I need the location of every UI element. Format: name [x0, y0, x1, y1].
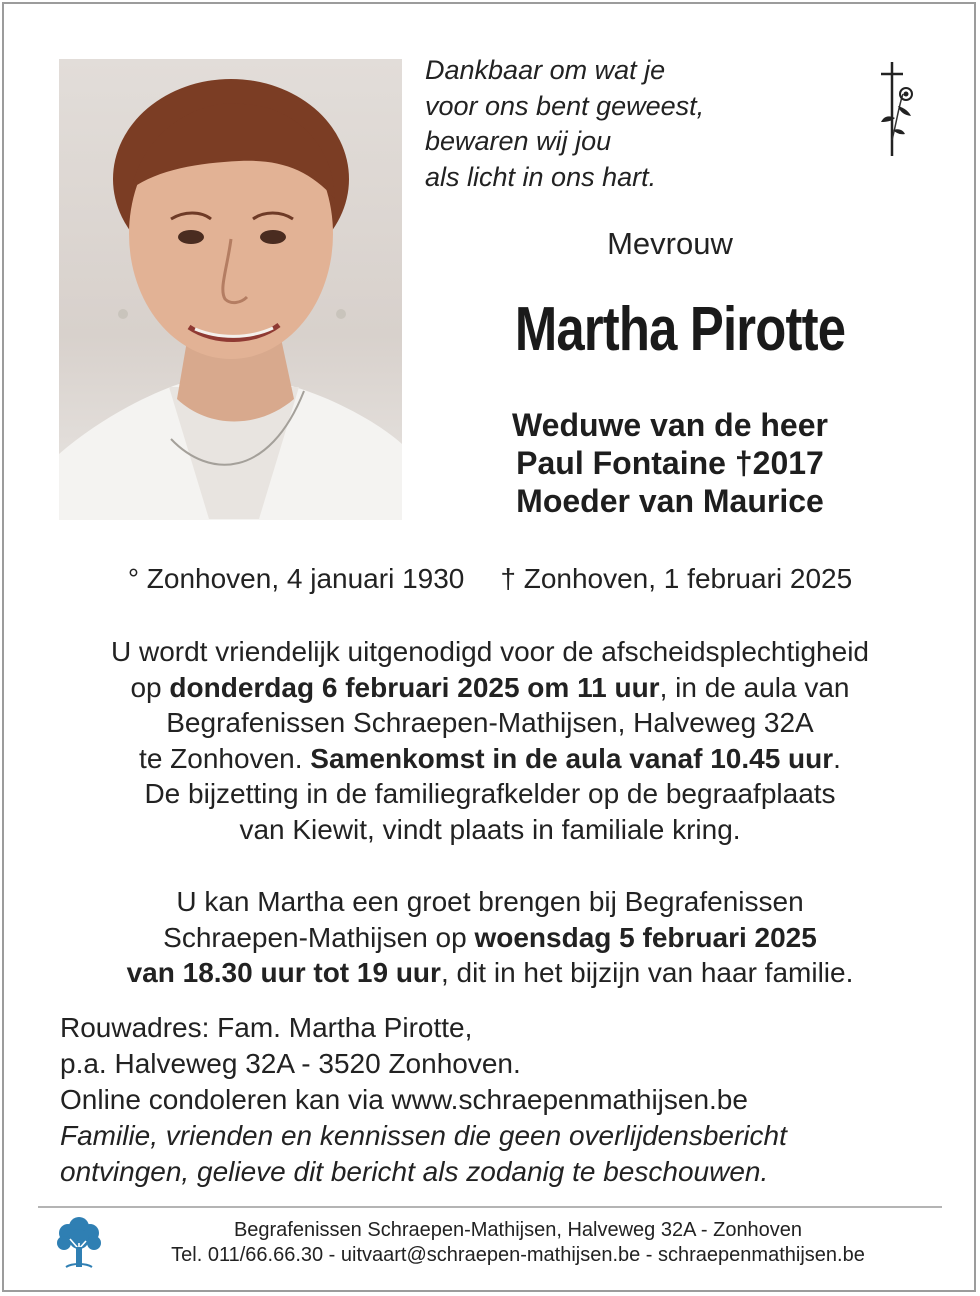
- life-dates: [60, 563, 920, 595]
- ceremony-announcement: [40, 634, 940, 847]
- ceremony-line: Begrafenissen Schraepen-Mathijsen, Halveweg 32A: [166, 707, 814, 738]
- tree-logo-icon: [56, 1213, 102, 1269]
- text-span: , dit in het bijzijn van haar familie.: [440, 957, 854, 988]
- portrait-photo: [59, 59, 402, 520]
- funeral-home-footer: [108, 1218, 928, 1268]
- ceremony-line: [40, 670, 940, 706]
- gathering-time: Samenkomst in de aula vanaf 10.45 uur: [310, 742, 834, 774]
- ceremony-line: U wordt vriendelijk uitgenodigd voor de afscheidsplechtigheid: [110, 636, 869, 667]
- ceremony-datetime: donderdag 6 februari 2025 om 11 uur: [169, 671, 660, 703]
- visit-line: [40, 955, 940, 991]
- visit-time: van 18.30 uur tot 19 uur: [126, 957, 441, 988]
- notice-line: Familie, vrienden en kennissen die geen overlijdensbericht: [60, 1120, 787, 1151]
- text-span: te Zonhoven.: [139, 742, 311, 774]
- visit-line: U kan Martha een groet brengen bij Begrafenissen: [176, 886, 804, 917]
- text-span: op: [130, 671, 170, 703]
- visit-line: [40, 920, 940, 956]
- relation-line: Weduwe van de heer: [512, 407, 828, 443]
- notice-line: ontvingen, gelieve dit bericht als zodanig te beschouwen.: [60, 1156, 769, 1187]
- honorific: Mevrouw: [607, 226, 733, 261]
- visit-date: woensdag 5 februari 2025: [474, 921, 817, 953]
- text-span: , in de aula van: [659, 671, 850, 703]
- divider: [38, 1206, 942, 1208]
- verse-line: Dankbaar om wat je: [425, 55, 666, 85]
- relation-line: Moeder van Maurice: [516, 483, 824, 519]
- relation-line: Paul Fontaine †2017: [516, 445, 824, 481]
- cross-rose-icon: [873, 60, 923, 160]
- deceased-name: Martha Pirotte: [514, 295, 846, 364]
- ceremony-line: [40, 741, 940, 777]
- footer-line: Begrafenissen Schraepen-Mathijsen, Halveweg 32A - Zonhoven: [233, 1219, 803, 1241]
- address-line: Rouwadres: Fam. Martha Pirotte,: [60, 1012, 473, 1043]
- condolence-link-line: Online condoleren kan via www.schraepenmathijsen.be: [60, 1084, 748, 1115]
- verse-line: als licht in ons hart.: [425, 161, 657, 192]
- mourning-address: [60, 1010, 940, 1190]
- footer-line: Tel. 011/66.66.30 - uitvaart@schraepen-mathijsen.be - schraepenmathijsen.be: [171, 1244, 865, 1266]
- ceremony-line: De bijzetting in de familiegrafkelder op de begraafplaats: [144, 778, 836, 809]
- verse-line: bewaren wij jou: [425, 126, 612, 156]
- birth-date: ° Zonhoven, 4 januari 1930: [127, 563, 465, 594]
- visitation-announcement: [40, 884, 940, 991]
- family-relations: [440, 406, 900, 520]
- verse-line: voor ons bent geweest,: [425, 90, 705, 121]
- text-span: Schraepen-Mathijsen op: [163, 921, 475, 953]
- memorial-verse: [425, 53, 805, 195]
- text-span: .: [833, 742, 841, 774]
- ceremony-line: van Kiewit, vindt plaats in familiale kring.: [239, 813, 741, 845]
- address-line: p.a. Halveweg 32A - 3520 Zonhoven.: [60, 1048, 521, 1079]
- death-date: † Zonhoven, 1 februari 2025: [500, 563, 853, 594]
